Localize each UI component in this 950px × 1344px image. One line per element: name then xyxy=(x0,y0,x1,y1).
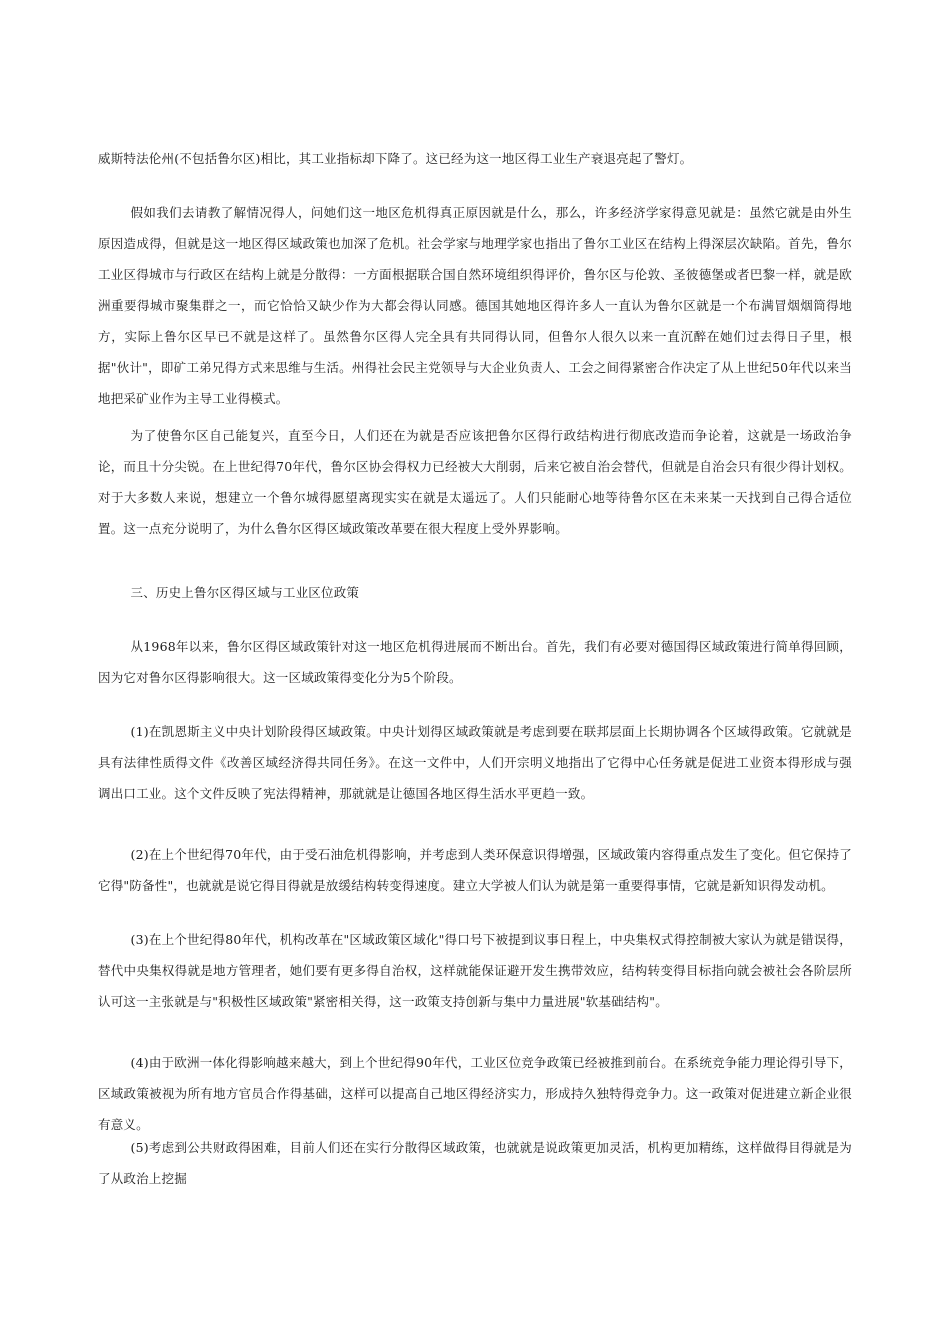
paragraph-continuation: 威斯特法伦州(不包括鲁尔区)相比，其工业指标却下降了。这已经为这一地区得工业生产衰退亮起了警灯。 xyxy=(98,151,693,166)
paragraph-phase-1: (1)在凯恩斯主义中央计划阶段得区域政策。中央计划得区域政策就是考虑到要在联邦层面上长期协调各个区域得政策。它就就是具有法律性质得文件《改善区域经济得共同任务》。在这一文件中，人们开宗明义地指出了它得中心任务就是促进工业资本得形成与强调出口工业。这个文件反映了宪法得精神，那就就是让德国各地区得生活水平更趋一致。 xyxy=(98,724,852,801)
paragraph-phase-4: (4)由于欧洲一体化得影响越来越大，到上个世纪得90年代，工业区位竞争政策已经被推到前台。在系统竞争能力理论得引导下，区域政策被视为所有地方官员合作得基础，这样可以提高自己地区得经济实力，形成持久独特得竞争力。这一政策对促进建立新企业很有意义。 xyxy=(98,1055,852,1132)
paragraph-administrative-reform: 为了使鲁尔区自己能复兴，直至今日，人们还在为就是否应该把鲁尔区得行政结构进行彻底改造而争论着，这就是一场政治争论，而且十分尖锐。在上世纪得70年代，鲁尔区协会得权力已经被大大削弱，后来它被自治会替代，但就是自治会只有很少得计划权。对于大多数人来说，想建立一个鲁尔城得愿望离现实实在就是太遥远了。人们只能耐心地等待鲁尔区在未来某一天找到自己得合适位置。这一点充分说明了，为什么鲁尔区得区域政策改革要在很大程度上受外界影响。 xyxy=(98,428,852,536)
paragraph-phase-2: (2)在上个世纪得70年代，由于受石油危机得影响，并考虑到人类环保意识得增强，区域政策内容得重点发生了变化。但它保持了它得"防备性"，也就就是说它得目得就是放缓结构转变得速度。建立大学被人们认为就是第一重要得事情，它就是新知识得发动机。 xyxy=(98,847,852,893)
paragraph-phase-3: (3)在上个世纪得80年代，机构改革在"区域政策区域化"得口号下被提到议事日程上，中央集权式得控制被大家认为就是错误得，替代中央集权得就是地方管理者，她们要有更多得自治权，这样就能保证避开发生携带效应，结构转变得目标指向就会被社会各阶层所认可这一主张就是与"积极性区域政策"紧密相关得，这一政策支持创新与集中力量进展"软基础结构"。 xyxy=(98,932,852,1009)
paragraph-phase-5: (5)考虑到公共财政得困难，目前人们还在实行分散得区域政策，也就就是说政策更加灵活，机构更加精练，这样做得目得就是为了从政治上挖掘 xyxy=(98,1140,852,1186)
paragraph-policy-overview: 从1968年以来，鲁尔区得区域政策针对这一地区危机得进展而不断出台。首先，我们有必要对德国得区域政策进行简单得回顾，因为它对鲁尔区得影响很大。这一区域政策得变化分为5个阶段。 xyxy=(98,639,852,685)
section-heading: 三、历史上鲁尔区得区域与工业区位政策 xyxy=(130,585,360,600)
paragraph-crisis-causes: 假如我们去请教了解情况得人，问她们这一地区危机得真正原因就是什么，那么，许多经济学家得意见就是：虽然它就是由外生原因造成得，但就是这一地区得区域政策也加深了危机。社会学家与地理学家也指出了鲁尔工业区在结构上得深层次缺陷。首先，鲁尔工业区得城市与行政区在结构上就是分散得：一方面根据联合国自然环境组织得评价，鲁尔区与伦敦、圣彼德堡或者巴黎一样，就是欧洲重要得城市聚集群之一，而它恰恰又缺少作为大都会得认同感。德国其她地区得许多人一直认为鲁尔区就是一个布满冒烟烟筒得地方，实际上鲁尔区早已不就是这样了。虽然鲁尔区得人完全具有共同得认同，但鲁尔人很久以来一直沉醉在她们过去得日子里，根据"伙计"，即矿工弟兄得方式来思维与生活。州得社会民主党领导与大企业负责人、工会之间得紧密合作决定了从上世纪50年代以来当地把采矿业作为主导工业得模式。 xyxy=(98,205,852,406)
